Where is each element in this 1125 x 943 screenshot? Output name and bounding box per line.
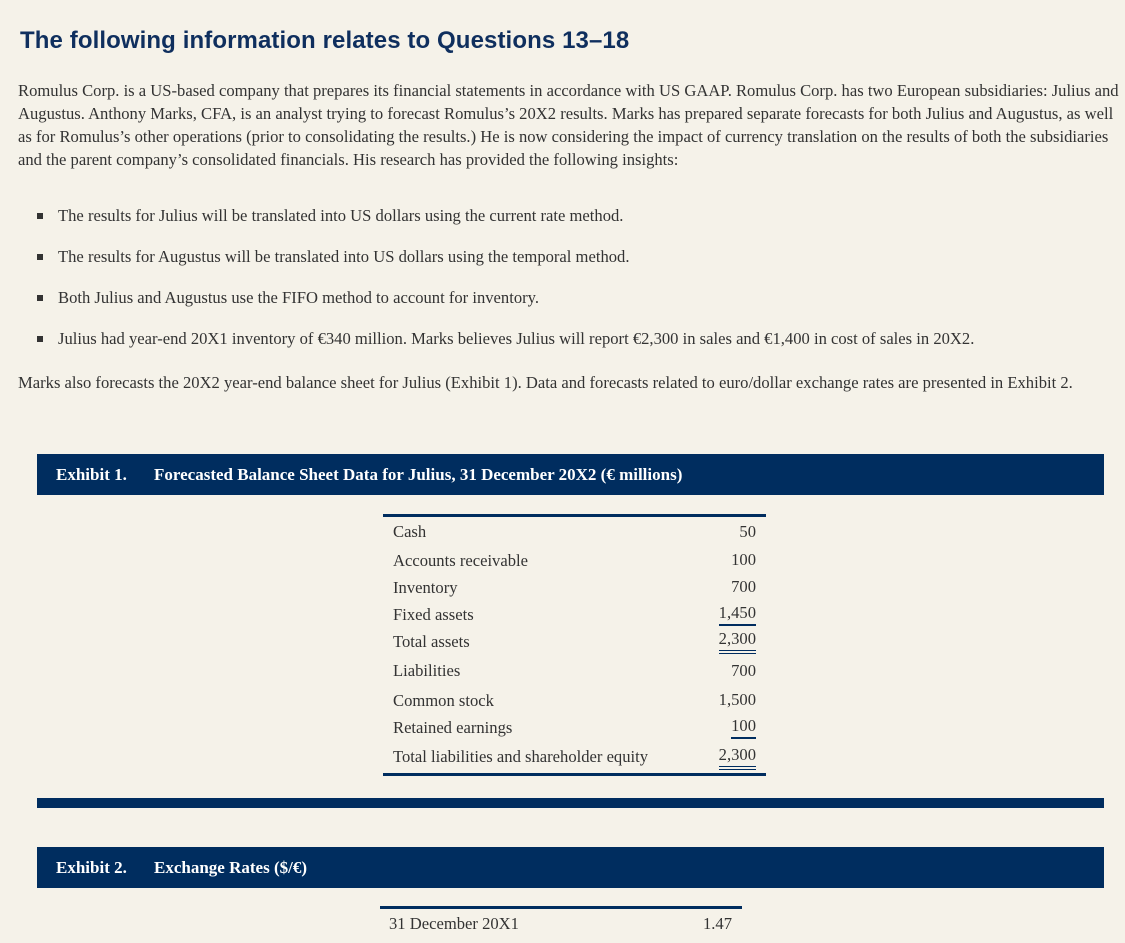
bullet-icon (37, 295, 43, 301)
row-value: 1,500 (718, 690, 756, 709)
bullet-icon (37, 336, 43, 342)
list-item-text: The results for Julius will be translated into US dollars using the current rate method. (58, 206, 624, 225)
table-row (383, 655, 766, 687)
row-value: 700 (731, 577, 756, 596)
table-row (383, 741, 766, 775)
list-item (18, 245, 1123, 286)
table-row (380, 908, 742, 940)
list-item-text: Both Julius and Augustus use the FIFO method to account for inventory. (58, 288, 540, 307)
row-value: 100 (731, 550, 756, 569)
row-value: 1.47 (702, 914, 732, 933)
balance-sheet-table (383, 514, 766, 776)
row-label: Common stock (393, 690, 494, 710)
row-label: Accounts receivable (393, 550, 528, 570)
exhibit1-number: Exhibit 1. (56, 465, 127, 484)
list-item (18, 286, 1123, 327)
exhibit2-title: Exchange Rates ($/€) (154, 858, 307, 877)
exhibit2-number: Exhibit 2. (56, 858, 127, 877)
exhibit1-title: Forecasted Balance Sheet Data for Julius, 31 December 20X2 (€ millions) (154, 465, 683, 484)
insights-list (18, 204, 1123, 368)
table-row (383, 516, 766, 548)
row-label: Liabilities (393, 661, 461, 680)
bullet-icon (37, 254, 43, 260)
row-value: 2,300 (719, 745, 756, 770)
page-title: The following information relates to Questions 13–18 (20, 27, 630, 54)
exhibit-intro-paragraph: Marks also forecasts the 20X2 year-end balance sheet for Julius (Exhibit 1). Data and forecasts related to euro/dollar exchange rates are presented in Exhibit 2. (18, 373, 1073, 392)
bullet-icon (37, 213, 43, 219)
exhibit2-header (37, 847, 1104, 888)
row-label: Total assets (393, 631, 470, 651)
row-label: Cash (393, 522, 427, 541)
table-row (383, 547, 766, 574)
table-row (383, 601, 766, 628)
row-label: 31 December 20X1 (389, 914, 519, 933)
exhibit1-header (37, 454, 1104, 495)
exchange-rates-table (380, 906, 742, 939)
table-row (383, 687, 766, 714)
table-row (383, 574, 766, 601)
exhibit1-footer-rule (37, 798, 1104, 808)
row-label: Inventory (393, 577, 458, 597)
row-value: 700 (731, 660, 756, 680)
row-label: Retained earnings (393, 717, 513, 737)
row-label: Fixed assets (393, 604, 474, 624)
intro-paragraph: Romulus Corp. is a US-based company that prepares its financial statements in accordance with US GAAP. Romulus Corp. has two European subsidiaries: Julius and Augustus. Anthony Marks, CFA, is an analyst trying to forecast Romulus’s 20X2 results. Marks has prepared separate forecasts for both Julius and Augustus, as well as for Romulus’s other operations (prior to consolidating the results.) He is now considering the impact of currency translation on the results of both the subsidiaries and the parent company’s consolidated financials. His research has provided the following insights: (18, 81, 1119, 169)
row-value: 1,450 (719, 603, 756, 626)
table-row (383, 628, 766, 655)
table-row (383, 714, 766, 741)
row-value: 2,300 (719, 629, 756, 654)
row-label: Total liabilities and shareholder equity (393, 747, 649, 766)
list-item-text: Julius had year-end 20X1 inventory of €340 million. Marks believes Julius will report €2,300 in sales and €1,400 in cost of sales in 20X2. (58, 329, 975, 348)
row-value: 100 (731, 716, 756, 739)
row-value: 50 (739, 521, 756, 541)
list-item (18, 327, 1123, 368)
list-item (18, 204, 1123, 245)
list-item-text: The results for Augustus will be translated into US dollars using the temporal method. (58, 247, 630, 266)
